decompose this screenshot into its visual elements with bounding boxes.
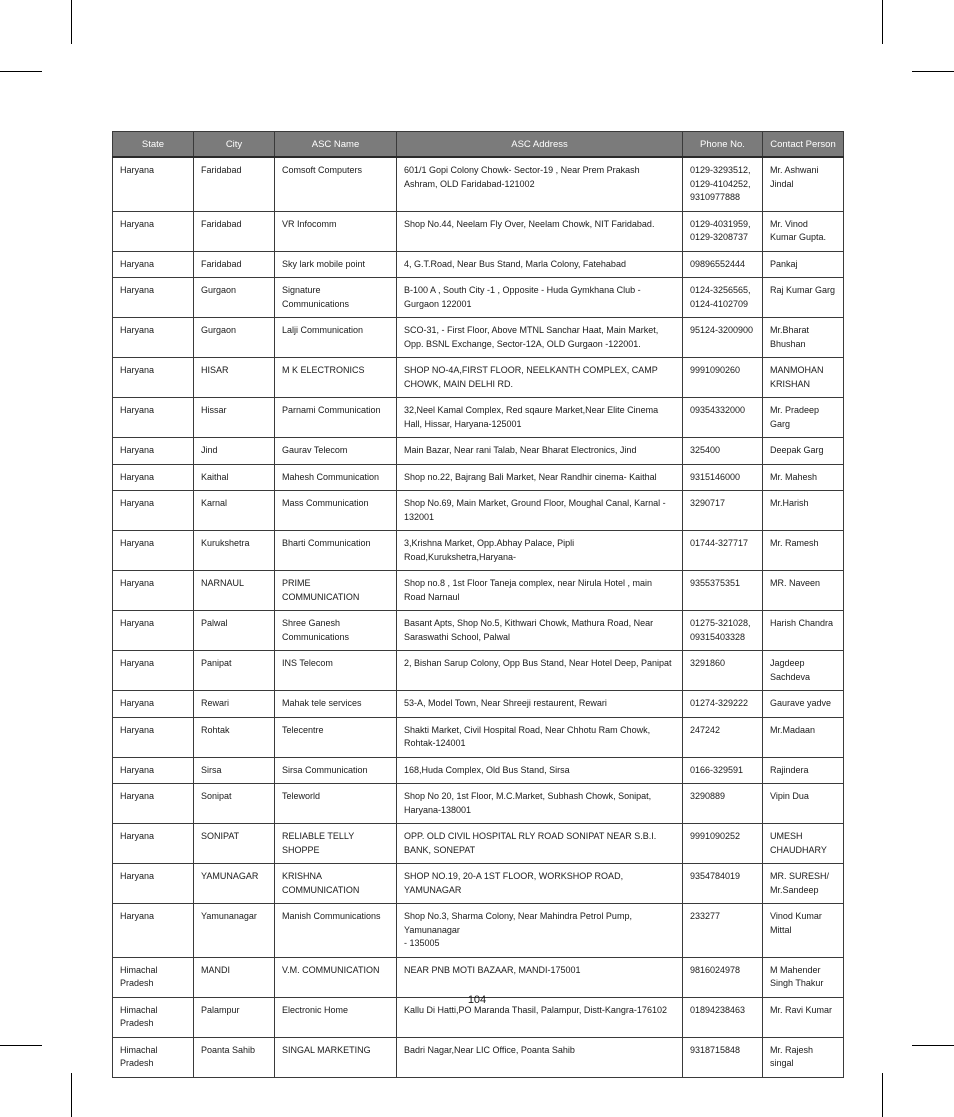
asc-name-cell: Comsoft Computers xyxy=(275,157,397,211)
city-cell: SONIPAT xyxy=(194,824,275,864)
state-cell: Haryana xyxy=(113,278,194,318)
asc-directory-table xyxy=(112,131,844,1078)
state-cell: Haryana xyxy=(113,491,194,531)
city-cell: Faridabad xyxy=(194,157,275,211)
asc-address-cell: SHOP NO.19, 20-A 1ST FLOOR, WORKSHOP ROAD, YAMUNAGAR xyxy=(397,864,683,904)
crop-mark xyxy=(882,1073,883,1117)
table-row xyxy=(113,398,844,438)
state-cell: Haryana xyxy=(113,211,194,251)
asc-name-cell: V.M. COMMUNICATION xyxy=(275,957,397,997)
asc-address-cell: B-100 A , South City -1 , Opposite - Huda Gymkhana Club - Gurgaon 122001 xyxy=(397,278,683,318)
phone-cell: 09354332000 xyxy=(683,398,763,438)
column-header-city: City xyxy=(194,132,275,158)
asc-name-cell: Mahesh Communication xyxy=(275,464,397,491)
city-cell: Kaithal xyxy=(194,464,275,491)
table-row xyxy=(113,904,844,958)
state-cell: Haryana xyxy=(113,157,194,211)
asc-address-cell: 168,Huda Complex, Old Bus Stand, Sirsa xyxy=(397,757,683,784)
table-row xyxy=(113,691,844,718)
table-row xyxy=(113,491,844,531)
crop-mark xyxy=(0,71,42,72)
asc-name-cell: Gaurav Telecom xyxy=(275,438,397,465)
contact-person-cell: MR. Naveen xyxy=(763,571,844,611)
contact-person-cell: Mr.Harish xyxy=(763,491,844,531)
asc-address-cell: Shop No.3, Sharma Colony, Near Mahindra Petrol Pump, Yamunanagar - 135005 xyxy=(397,904,683,958)
city-cell: YAMUNAGAR xyxy=(194,864,275,904)
city-cell: Yamunanagar xyxy=(194,904,275,958)
asc-name-cell: Lalji Communication xyxy=(275,318,397,358)
city-cell: Palampur xyxy=(194,997,275,1037)
contact-person-cell: UMESH CHAUDHARY xyxy=(763,824,844,864)
column-header-contact-person: Contact Person xyxy=(763,132,844,158)
state-cell: Haryana xyxy=(113,398,194,438)
asc-name-cell: Mass Communication xyxy=(275,491,397,531)
city-cell: Poanta Sahib xyxy=(194,1037,275,1077)
phone-cell: 247242 xyxy=(683,717,763,757)
asc-address-cell: Shop no.22, Bajrang Bali Market, Near Randhir cinema- Kaithal xyxy=(397,464,683,491)
city-cell: NARNAUL xyxy=(194,571,275,611)
asc-address-cell: 53-A, Model Town, Near Shreeji restaurent, Rewari xyxy=(397,691,683,718)
contact-person-cell: Mr. Mahesh xyxy=(763,464,844,491)
phone-cell: 9355375351 xyxy=(683,571,763,611)
column-header-asc-address: ASC Address xyxy=(397,132,683,158)
asc-name-cell: VR Infocomm xyxy=(275,211,397,251)
table-row xyxy=(113,717,844,757)
contact-person-cell: Jagdeep Sachdeva xyxy=(763,651,844,691)
phone-cell: 01274-329222 xyxy=(683,691,763,718)
asc-address-cell: Shop No 20, 1st Floor, M.C.Market, Subhash Chowk, Sonipat, Haryana-138001 xyxy=(397,784,683,824)
state-cell: Haryana xyxy=(113,784,194,824)
state-cell: Haryana xyxy=(113,757,194,784)
asc-address-cell: SCO-31, - First Floor, Above MTNL Sanchar Haat, Main Market, Opp. BSNL Exchange, Sector-12A, OLD Gurgaon -122001. xyxy=(397,318,683,358)
phone-cell: 3290889 xyxy=(683,784,763,824)
phone-cell: 9991090260 xyxy=(683,358,763,398)
page-number: 104 xyxy=(467,994,487,1006)
contact-person-cell: Mr. Ramesh xyxy=(763,531,844,571)
asc-table-container xyxy=(112,131,843,1078)
asc-address-cell: OPP. OLD CIVIL HOSPITAL RLY ROAD SONIPAT NEAR S.B.I. BANK, SONEPAT xyxy=(397,824,683,864)
phone-cell: 01275-321028, 09315403328 xyxy=(683,611,763,651)
state-cell: Haryana xyxy=(113,571,194,611)
city-cell: Panipat xyxy=(194,651,275,691)
table-row xyxy=(113,358,844,398)
phone-cell: 01744-327717 xyxy=(683,531,763,571)
contact-person-cell: Vipin Dua xyxy=(763,784,844,824)
asc-address-cell: Main Bazar, Near rani Talab, Near Bharat Electronics, Jind xyxy=(397,438,683,465)
asc-name-cell: Mahak tele services xyxy=(275,691,397,718)
city-cell: Gurgaon xyxy=(194,278,275,318)
table-row xyxy=(113,531,844,571)
crop-mark xyxy=(0,1045,42,1046)
city-cell: HISAR xyxy=(194,358,275,398)
city-cell: Karnal xyxy=(194,491,275,531)
city-cell: Hissar xyxy=(194,398,275,438)
table-row xyxy=(113,864,844,904)
state-cell: Haryana xyxy=(113,691,194,718)
table-row xyxy=(113,438,844,465)
state-cell: Haryana xyxy=(113,651,194,691)
contact-person-cell: MR. SURESH/ Mr.Sandeep xyxy=(763,864,844,904)
state-cell: Haryana xyxy=(113,464,194,491)
contact-person-cell: Vinod Kumar Mittal xyxy=(763,904,844,958)
phone-cell: 0129-3293512, 0129-4104252, 9310977888 xyxy=(683,157,763,211)
state-cell: Haryana xyxy=(113,531,194,571)
asc-address-cell: 4, G.T.Road, Near Bus Stand, Marla Colony, Fatehabad xyxy=(397,251,683,278)
phone-cell: 233277 xyxy=(683,904,763,958)
table-row xyxy=(113,571,844,611)
state-cell: Haryana xyxy=(113,824,194,864)
contact-person-cell: Mr. Ravi Kumar xyxy=(763,997,844,1037)
phone-cell: 0129-4031959, 0129-3208737 xyxy=(683,211,763,251)
asc-name-cell: RELIABLE TELLY SHOPPE xyxy=(275,824,397,864)
phone-cell: 01894238463 xyxy=(683,997,763,1037)
contact-person-cell: Pankaj xyxy=(763,251,844,278)
phone-cell: 0166-329591 xyxy=(683,757,763,784)
asc-address-cell: 3,Krishna Market, Opp.Abhay Palace, Pipli Road,Kurukshetra,Haryana- xyxy=(397,531,683,571)
asc-name-cell: Shree Ganesh Communications xyxy=(275,611,397,651)
contact-person-cell: Mr.Madaan xyxy=(763,717,844,757)
asc-address-cell: 32,Neel Kamal Complex, Red sqaure Market,Near Elite Cinema Hall, Hissar, Haryana-125001 xyxy=(397,398,683,438)
asc-address-cell: 601/1 Gopi Colony Chowk- Sector-19 , Near Prem Prakash Ashram, OLD Faridabad-121002 xyxy=(397,157,683,211)
contact-person-cell: MANMOHAN KRISHAN xyxy=(763,358,844,398)
asc-address-cell: 2, Bishan Sarup Colony, Opp Bus Stand, Near Hotel Deep, Panipat xyxy=(397,651,683,691)
crop-mark xyxy=(71,1073,72,1117)
phone-cell: 3290717 xyxy=(683,491,763,531)
phone-cell: 95124-3200900 xyxy=(683,318,763,358)
crop-mark xyxy=(882,0,883,44)
table-row xyxy=(113,957,844,997)
asc-name-cell: Electronic Home xyxy=(275,997,397,1037)
asc-address-cell: Kallu Di Hatti,PO Maranda Thasil, Palampur, Distt-Kangra-176102 xyxy=(397,997,683,1037)
table-row xyxy=(113,757,844,784)
table-row xyxy=(113,611,844,651)
state-cell: Haryana xyxy=(113,717,194,757)
asc-address-cell: Shop No.69, Main Market, Ground Floor, Moughal Canal, Karnal - 132001 xyxy=(397,491,683,531)
state-cell: Haryana xyxy=(113,318,194,358)
contact-person-cell: Rajindera xyxy=(763,757,844,784)
crop-mark xyxy=(71,0,72,44)
contact-person-cell: Harish Chandra xyxy=(763,611,844,651)
city-cell: MANDI xyxy=(194,957,275,997)
table-row xyxy=(113,464,844,491)
phone-cell: 325400 xyxy=(683,438,763,465)
column-header-asc-name: ASC Name xyxy=(275,132,397,158)
city-cell: Palwal xyxy=(194,611,275,651)
state-cell: Haryana xyxy=(113,251,194,278)
asc-name-cell: Sky lark mobile point xyxy=(275,251,397,278)
table-row xyxy=(113,211,844,251)
phone-cell: 9354784019 xyxy=(683,864,763,904)
state-cell: Himachal Pradesh xyxy=(113,957,194,997)
asc-address-cell: SHOP NO-4A,FIRST FLOOR, NEELKANTH COMPLEX, CAMP CHOWK, MAIN DELHI RD. xyxy=(397,358,683,398)
asc-name-cell: Teleworld xyxy=(275,784,397,824)
asc-name-cell: KRISHNA COMMUNICATION xyxy=(275,864,397,904)
city-cell: Faridabad xyxy=(194,211,275,251)
state-cell: Himachal Pradesh xyxy=(113,1037,194,1077)
contact-person-cell: Mr. Pradeep Garg xyxy=(763,398,844,438)
crop-mark xyxy=(912,71,954,72)
phone-cell: 3291860 xyxy=(683,651,763,691)
asc-name-cell: Manish Communications xyxy=(275,904,397,958)
column-header-phone: Phone No. xyxy=(683,132,763,158)
contact-person-cell: Mr. Rajesh singal xyxy=(763,1037,844,1077)
asc-name-cell: Sirsa Communication xyxy=(275,757,397,784)
phone-cell: 9315146000 xyxy=(683,464,763,491)
asc-name-cell: M K ELECTRONICS xyxy=(275,358,397,398)
city-cell: Rewari xyxy=(194,691,275,718)
table-row xyxy=(113,318,844,358)
crop-mark xyxy=(912,1045,954,1046)
asc-address-cell: Shop No.44, Neelam Fly Over, Neelam Chowk, NIT Faridabad. xyxy=(397,211,683,251)
asc-address-cell: Badri Nagar,Near LIC Office, Poanta Sahib xyxy=(397,1037,683,1077)
asc-name-cell: INS Telecom xyxy=(275,651,397,691)
table-row xyxy=(113,251,844,278)
table-row xyxy=(113,784,844,824)
phone-cell: 09896552444 xyxy=(683,251,763,278)
city-cell: Sirsa xyxy=(194,757,275,784)
city-cell: Rohtak xyxy=(194,717,275,757)
asc-name-cell: Telecentre xyxy=(275,717,397,757)
table-body xyxy=(113,157,844,1077)
contact-person-cell: Mr. Ashwani Jindal xyxy=(763,157,844,211)
table-row xyxy=(113,1037,844,1077)
asc-name-cell: Parnami Communication xyxy=(275,398,397,438)
table-header-row xyxy=(113,132,844,158)
asc-name-cell: SINGAL MARKETING xyxy=(275,1037,397,1077)
state-cell: Haryana xyxy=(113,904,194,958)
table-row xyxy=(113,824,844,864)
state-cell: Haryana xyxy=(113,358,194,398)
city-cell: Gurgaon xyxy=(194,318,275,358)
contact-person-cell: Raj Kumar Garg xyxy=(763,278,844,318)
asc-name-cell: PRIME COMMUNICATION xyxy=(275,571,397,611)
city-cell: Faridabad xyxy=(194,251,275,278)
state-cell: Haryana xyxy=(113,438,194,465)
contact-person-cell: M Mahender Singh Thakur xyxy=(763,957,844,997)
asc-address-cell: Shakti Market, Civil Hospital Road, Near Chhotu Ram Chowk, Rohtak-124001 xyxy=(397,717,683,757)
city-cell: Sonipat xyxy=(194,784,275,824)
phone-cell: 9991090252 xyxy=(683,824,763,864)
phone-cell: 0124-3256565, 0124-4102709 xyxy=(683,278,763,318)
asc-address-cell: Shop no.8 , 1st Floor Taneja complex, near Nirula Hotel , main Road Narnaul xyxy=(397,571,683,611)
asc-address-cell: Basant Apts, Shop No.5, Kithwari Chowk, Mathura Road, Near Saraswathi School, Palwal xyxy=(397,611,683,651)
asc-name-cell: Signature Communications xyxy=(275,278,397,318)
column-header-state: State xyxy=(113,132,194,158)
asc-address-cell: NEAR PNB MOTI BAZAAR, MANDI-175001 xyxy=(397,957,683,997)
state-cell: Haryana xyxy=(113,611,194,651)
state-cell: Himachal Pradesh xyxy=(113,997,194,1037)
contact-person-cell: Mr.Bharat Bhushan xyxy=(763,318,844,358)
contact-person-cell: Gaurave yadve xyxy=(763,691,844,718)
state-cell: Haryana xyxy=(113,864,194,904)
table-row xyxy=(113,651,844,691)
city-cell: Jind xyxy=(194,438,275,465)
contact-person-cell: Deepak Garg xyxy=(763,438,844,465)
asc-name-cell: Bharti Communication xyxy=(275,531,397,571)
city-cell: Kurukshetra xyxy=(194,531,275,571)
contact-person-cell: Mr. Vinod Kumar Gupta. xyxy=(763,211,844,251)
table-row xyxy=(113,278,844,318)
phone-cell: 9318715848 xyxy=(683,1037,763,1077)
table-row xyxy=(113,157,844,211)
phone-cell: 9816024978 xyxy=(683,957,763,997)
